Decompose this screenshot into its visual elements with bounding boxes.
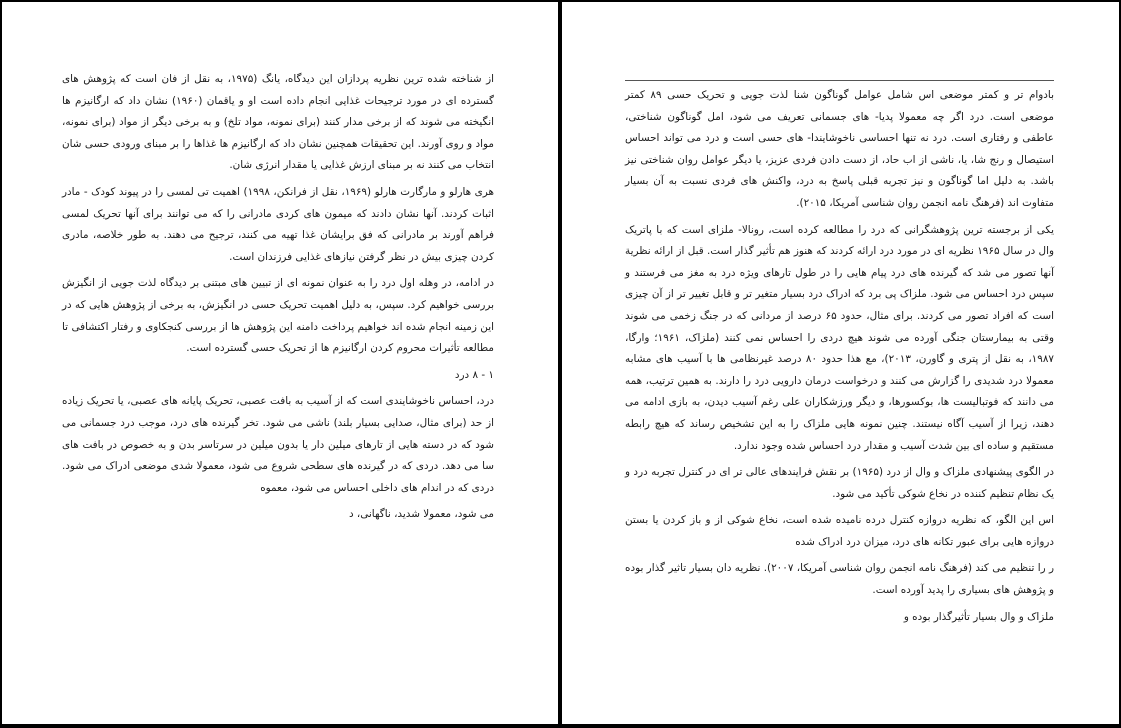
paragraph: بادوام تر و کمتر موضعی اس شامل عوامل گوناگون شنا لذت جویی و تحریک حسی ۸۹ کمتر موضعی است. درد اگر چه معمولا پدیا- های جسمانی تعریف می شود، امل گوناگون شناختی، عاطفی و رفتاری است. درد نه تنها احساسی ناخوشایندا- های حسی است و درد می تواند احساس استیصال و رنج شا، یا، ناشی از اب حاد، از دست دادن فردی عزیز، یا دیگر عوامل روان شناختی نیز باشد. به دلیل اما گوناگون و نیز تجربه قبلی پاسخ به درد، واکنش های فردی نسبت به آن بسیار متفاوت اند (فرهنگ نامه انجمن روان شناسی آمریکا، ۲۰۱۵). bbox=[625, 89, 1054, 209]
paragraph: درد، احساس ناخوشایندی است که از آسیب به بافت عصبی، تحریک پایانه های عصبی، یا تحریک زیاده از حد (برای مثال، صدایی بسیار بلند) ناشی می شود. تخر گیرنده های درد، موجب درد جسمانی می شود که در دسته هایی از تارهای میلین دار یا بدون میلین در سرتاسر بدن و به خصوص در بافت های سا می دهد. دردی که در گیرنده های سطحی شروع می شود، معمولا شدی موضعی ادراک می شود. دردی که در اندام های داخلی احساس می شود، معموه bbox=[62, 395, 494, 494]
paragraph: از شناخته شده ترین نظریه پردازان این دیدگاه، یانگ (۱۹۷۵، به نقل از فان است که پژوهش های گسترده ای در مورد ترجیحات غذایی انجام داده است او و یاقمان (۱۹۶۰) نشان داد که ارگانیزم ها انگیخته می شوند که از برخی مدار کنند (برای نمونه، مواد تلخ) و به برخی دیگر از مواد (برای نمونه، مواد و روی آورند. این تحقیقات همچنین نشان داد که ارگانیزم ها غذاها را بر مبنای ورودی حسی شان انتخاب می کنند نه بر مبنای ارزش غذایی یا مقدار انرژی شان. bbox=[62, 73, 494, 172]
left-page-text-column bbox=[62, 69, 494, 531]
paragraph: هری هارلو و مارگارت هارلو (۱۹۶۹، نقل از فرانکن، ۱۹۹۸) اهمیت تی لمسی را در پیوند کودک - مادر اثبات کردند. آنها نشان دادند که میمون های کردی مادرانی را که می توانند برای آنها تحریک لمسی فراهم آورند بر مادرانی که فق برایشان غذا تهیه می کنند، ترجیح می دهند. به طور خلاصه، مادری کردن چیزی بیش در نظر گرفتن نیازهای غذایی فرزندان است. bbox=[62, 185, 494, 263]
section-heading: ۱ - ۸ درد bbox=[454, 368, 494, 381]
right-page-text-column bbox=[625, 85, 1054, 633]
paragraph: ر را تنظیم می کند (فرهنگ نامه انجمن روان شناسی آمریکا، ۲۰۰۷). نظریه دان بسیار تاثیر گذار بوده و پژوهش های بسیاری را پدید آورده است. bbox=[625, 562, 1054, 597]
paragraph: ملزاک و وال بسیار تأثیرگذار بوده و bbox=[903, 610, 1054, 623]
paragraph: می شود، معمولا شدید، ناگهانی، د bbox=[348, 508, 494, 521]
paragraph: یکی از برجسته ترین پژوهشگرانی که درد را مطالعه کرده است، رونالا- ملزای است که با پاتریک وال در سال ۱۹۶۵ نظریه ای در مورد درد ارائه کردند که هنوز هم تأثیر گذار است. قبل از ارائه نظریة آنها تصور می شد که گیرنده های درد پیام هایی را در طول تارهای ویژه درد به مغز می فرستند و سپس درد احساس می شود. ملزاک پی برد که ادراک درد بسیار متغیر تر و قابل تغییر تر از آن چیزی است که افراد تصور می کردند. برای مثال، حدود ۶۵ درصد از مردانی که در جنگ زخمی می شوند وقتی به بیمارستان جنگی آورده می شوند هیچ دردی را احساس نمی کنند (ملزاک، ۱۹۶۱؛ وارگا، ۱۹۸۷، به نقل از پتری و گاورن، ۲۰۱۳)، مع هذا حدود ۸۰ درصد غیرنظامی ها با آسیب های مشابه معمولا درد شدیدی را گزارش می کنند و درخواست درمان دارویی درد را دارند. به همین ترتیب، همه می دانند که فوتبالیست ها، بوکسورها، و دیگر ورزشکاران علی رغم آسیب دیدن، به بازی ادامه می دهند، زیرا از آسیب آگاه نیستند. چنین نمونه هایی ملزاک را به این تشخیص رساند که هیچ رابطه مستقیم و ساده ای بین شدت آسیب و مقدار درد احساس شده وجود ندارد. bbox=[625, 223, 1055, 452]
right-page bbox=[562, 2, 1119, 724]
left-page bbox=[2, 2, 558, 724]
header-rule bbox=[625, 80, 1054, 81]
paragraph: اس این الگو، که نظریه دروازه کنترل درده نامیده شده است، نخاع شوکی از و باز کردن یا بستن دروازه هایی برای عبور تکانه های درد، میزان درد ادراک شده bbox=[625, 514, 1054, 548]
paragraph: در الگوی پیشنهادی ملزاک و وال از درد (۱۹۶۵) بر نقش فرایندهای عالی تر ای در کنترل تجربه درد و یک نظام تنظیم کننده در نخاع شوکی تأکید می شود. bbox=[625, 466, 1054, 500]
paragraph: در ادامه، در وهله اول درد را به عنوان نمونه ای از تبیین های مبتنی بر دیدگاه لذت جویی از انگیزش بررسی خواهیم کرد. سپس، به دلیل اهمیت تحریک حسی در انگیزش، به برخی از پژوهش هایی که در این زمینه انجام شده اند خواهیم پرداخت دامنه این پژوهش ها از بررسی کنجکاوی و رفتار اکتشافی تا مطالعه تأثیرات محروم کردن ارگانیزم ها از تحریک حسی گسترده است. bbox=[62, 277, 494, 355]
